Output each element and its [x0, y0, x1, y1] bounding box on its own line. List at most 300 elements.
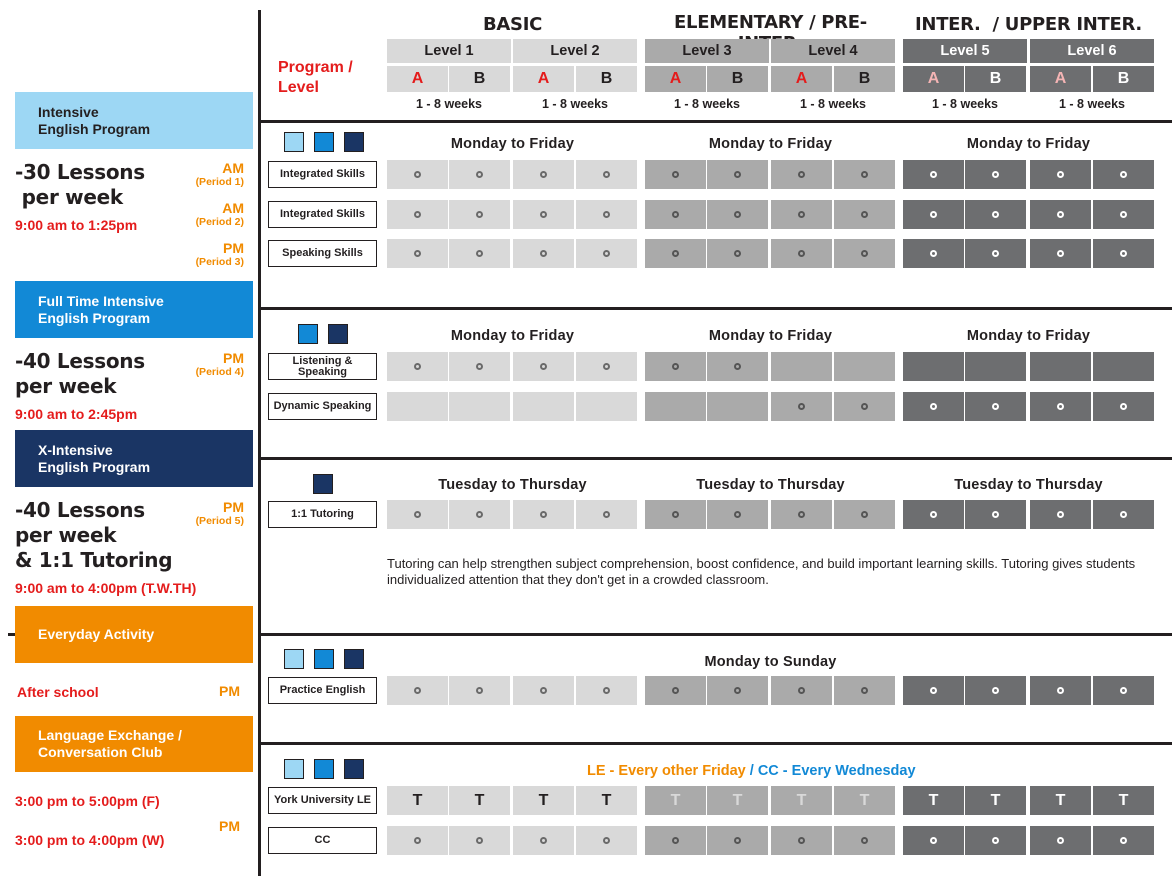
schedule-cell: [707, 392, 768, 421]
group-title-basic: BASIC: [482, 14, 543, 35]
schedule-cell: [576, 160, 637, 189]
tutoring-mark: T: [859, 791, 870, 809]
schedule-cell: [965, 826, 1026, 855]
program-level-line1: Program /: [278, 59, 353, 76]
schedule-cell: [834, 352, 895, 381]
availability-circle-icon: [476, 687, 483, 694]
schedule-cell: [449, 786, 510, 815]
schedule-cell: [576, 239, 637, 268]
schedule-cell: [645, 500, 706, 529]
program-square-dark: [344, 649, 364, 669]
schedule-cell: [1030, 200, 1091, 229]
schedule-cell: [1093, 239, 1154, 268]
level-4-weeks: 1 - 8 weeks: [799, 97, 866, 111]
intensive-lessons-line2: per week: [15, 185, 123, 209]
schedule-cell: [513, 239, 574, 268]
section-3-days-group-3: Tuesday to Thursday: [954, 477, 1103, 493]
availability-circle-icon: [414, 211, 421, 218]
availability-circle-icon: [672, 511, 679, 518]
schedule-cell: [1093, 200, 1154, 229]
schedule-cell: [1093, 160, 1154, 189]
everyday-title: Everyday Activity: [38, 626, 155, 642]
availability-circle-icon: [603, 837, 610, 844]
schedule-cell: [449, 826, 510, 855]
schedule-cell: [903, 200, 964, 229]
availability-circle-icon: [1120, 211, 1127, 218]
schedule-cell: [707, 160, 768, 189]
lecc-pm: PM: [219, 818, 240, 834]
schedule-cell: [513, 352, 574, 381]
group-title-intermediate: INTER. / UPPER INTER.: [915, 14, 1142, 35]
availability-circle-icon: [798, 403, 805, 410]
schedule-cell: [834, 239, 895, 268]
availability-circle-icon: [476, 250, 483, 257]
availability-circle-icon: [1120, 687, 1127, 694]
availability-circle-icon: [861, 837, 868, 844]
program-square-dark: [344, 759, 364, 779]
availability-circle-icon: [540, 211, 547, 218]
schedule-cell: [707, 239, 768, 268]
section-5-program-squares: [284, 759, 364, 779]
schedule-cell: [1030, 500, 1091, 529]
period-5-label: PM: [223, 499, 244, 515]
availability-circle-icon: [603, 211, 610, 218]
availability-circle-icon: [992, 403, 999, 410]
availability-circle-icon: [540, 250, 547, 257]
schedule-cell: [834, 200, 895, 229]
schedule-cell: [645, 239, 706, 268]
availability-circle-icon: [1120, 403, 1127, 410]
schedule-cell: [1030, 352, 1091, 381]
schedule-cell: [903, 352, 964, 381]
program-square-mid: [314, 132, 334, 152]
class-a-col-1: A: [387, 66, 448, 92]
xintensive-lessons: [15, 498, 172, 573]
schedule-cell: [965, 676, 1026, 705]
schedule-cell: [965, 500, 1026, 529]
schedule-cell: [965, 200, 1026, 229]
divider-section-1: [258, 307, 1172, 310]
class-b-col-6: B: [707, 66, 768, 92]
period-3: [196, 241, 244, 269]
schedule-cell: [576, 676, 637, 705]
intensive-title-line2: English Program: [38, 120, 151, 137]
main-vertical-divider: [258, 10, 261, 876]
availability-circle-icon: [540, 511, 547, 518]
availability-circle-icon: [603, 687, 610, 694]
availability-circle-icon: [861, 171, 868, 178]
availability-circle-icon: [603, 171, 610, 178]
class-a-col-11: A: [1030, 66, 1091, 92]
availability-circle-icon: [1120, 511, 1127, 518]
availability-circle-icon: [672, 211, 679, 218]
period-1: [196, 161, 244, 189]
schedule-cell: [513, 676, 574, 705]
schedule-cell: [449, 676, 510, 705]
schedule-cell: [1030, 392, 1091, 421]
program-square-mid: [314, 759, 334, 779]
schedule-cell: [1030, 239, 1091, 268]
availability-circle-icon: [540, 837, 547, 844]
period-2-label: AM: [222, 200, 244, 216]
schedule-cell: [645, 826, 706, 855]
schedule-cell: [771, 239, 832, 268]
language-exchange-box: [15, 716, 253, 772]
availability-circle-icon: [603, 511, 610, 518]
schedule-cell: [771, 786, 832, 815]
period-3-sub: (Period 3): [195, 256, 244, 268]
schedule-cell: [707, 676, 768, 705]
lecc-time-friday: 3:00 pm to 5:00pm (F): [15, 793, 160, 809]
level-6-weeks: 1 - 8 weeks: [1058, 97, 1125, 111]
availability-circle-icon: [414, 511, 421, 518]
schedule-cell: [834, 676, 895, 705]
le-schedule-text: LE - Every other Friday: [587, 763, 746, 779]
program-level-line2: Level: [278, 79, 319, 96]
availability-circle-icon: [930, 687, 937, 694]
schedule-cell: [903, 160, 964, 189]
fulltime-lessons: [15, 349, 145, 399]
divider-section-2: [258, 457, 1172, 460]
availability-circle-icon: [930, 837, 937, 844]
row-label-integrated-skills: Integrated Skills: [268, 201, 377, 228]
section-1-days-group-1: Monday to Friday: [450, 136, 575, 152]
fulltime-time: 9:00 am to 2:45pm: [15, 406, 138, 422]
availability-circle-icon: [1057, 837, 1064, 844]
schedule-cell: [965, 392, 1026, 421]
schedule-cell: [1030, 786, 1091, 815]
availability-circle-icon: [540, 687, 547, 694]
schedule-cell: [576, 200, 637, 229]
availability-circle-icon: [672, 687, 679, 694]
level-3-weeks: 1 - 8 weeks: [673, 97, 740, 111]
schedule-cell: [834, 392, 895, 421]
program-square-mid: [298, 324, 318, 344]
xintensive-lessons-line3: & 1:1 Tutoring: [15, 548, 173, 572]
schedule-cell: [903, 500, 964, 529]
section-3-days-group-2: Tuesday to Thursday: [696, 477, 845, 493]
tutoring-mark: T: [1118, 791, 1129, 809]
schedule-cell: [645, 352, 706, 381]
schedule-cell: [645, 200, 706, 229]
tutoring-mark: T: [732, 791, 743, 809]
level-3-header: Level 3: [645, 39, 769, 63]
period-1-label: AM: [222, 160, 244, 176]
everyday-activity-box: [15, 606, 253, 663]
schedule-cell: [513, 786, 574, 815]
schedule-cell: [387, 392, 448, 421]
row-label-york-university-le: York University LE: [268, 787, 377, 814]
after-school-label: After school: [17, 684, 99, 700]
level-1-weeks: 1 - 8 weeks: [415, 97, 482, 111]
intensive-lessons-line1: -30 Lessons: [15, 160, 145, 184]
schedule-cell: [449, 392, 510, 421]
lecc-title-line1: Language Exchange /: [38, 727, 182, 743]
program-square-mid: [314, 649, 334, 669]
row-label-practice-english: Practice English: [268, 677, 377, 704]
availability-circle-icon: [540, 171, 547, 178]
group-title-elementary: ELEMENTARY / PRE-: [674, 12, 867, 33]
schedule-cell: [707, 500, 768, 529]
schedule-cell: [965, 160, 1026, 189]
intensive-program-box: [15, 92, 253, 149]
section-1-days-group-2: Monday to Friday: [708, 136, 833, 152]
period-5: [196, 500, 244, 528]
section-1-program-squares: [284, 132, 364, 152]
availability-circle-icon: [1057, 403, 1064, 410]
schedule-cell: [707, 200, 768, 229]
row-label-listening-speaking: Listening & Speaking: [268, 353, 377, 380]
intensive-time: 9:00 am to 1:25pm: [15, 217, 138, 233]
schedule-cell: [903, 392, 964, 421]
row-label-cc: CC: [268, 827, 377, 854]
schedule-cell: [771, 826, 832, 855]
divider-section-4: [258, 742, 1172, 745]
schedule-cell: [771, 676, 832, 705]
schedule-cell: [449, 500, 510, 529]
schedule-cell: [387, 676, 448, 705]
level-2-weeks: 1 - 8 weeks: [541, 97, 608, 111]
section-2-days-group-1: Monday to Friday: [450, 328, 575, 344]
availability-circle-icon: [414, 687, 421, 694]
program-square-light: [284, 649, 304, 669]
availability-circle-icon: [798, 511, 805, 518]
schedule-cell: [576, 826, 637, 855]
schedule-cell: [771, 160, 832, 189]
availability-circle-icon: [992, 171, 999, 178]
schedule-cell: [449, 239, 510, 268]
schedule-cell: [1093, 826, 1154, 855]
availability-circle-icon: [476, 171, 483, 178]
schedule-cell: [513, 826, 574, 855]
class-b-col-4: B: [576, 66, 637, 92]
availability-circle-icon: [414, 363, 421, 370]
schedule-cell: [1030, 826, 1091, 855]
level-5-weeks: 1 - 8 weeks: [931, 97, 998, 111]
program-square-dark: [344, 132, 364, 152]
availability-circle-icon: [734, 171, 741, 178]
availability-circle-icon: [1120, 171, 1127, 178]
availability-circle-icon: [992, 511, 999, 518]
availability-circle-icon: [861, 403, 868, 410]
xintensive-program-box: [15, 430, 253, 487]
availability-circle-icon: [1057, 250, 1064, 257]
availability-circle-icon: [734, 687, 741, 694]
xintensive-lessons-line1: -40 Lessons: [15, 498, 145, 522]
availability-circle-icon: [1057, 687, 1064, 694]
availability-circle-icon: [672, 171, 679, 178]
schedule-cell: [834, 160, 895, 189]
tutoring-mark: T: [928, 791, 939, 809]
availability-circle-icon: [1057, 171, 1064, 178]
fulltime-title-line2: English Program: [38, 309, 151, 326]
tutoring-mark: T: [474, 791, 485, 809]
availability-circle-icon: [1057, 211, 1064, 218]
schedule-cell: [834, 500, 895, 529]
schedule-cell: [1093, 786, 1154, 815]
availability-circle-icon: [930, 171, 937, 178]
schedule-cell: [449, 160, 510, 189]
availability-circle-icon: [734, 837, 741, 844]
class-a-col-9: A: [903, 66, 964, 92]
section-1-days-group-3: Monday to Friday: [966, 136, 1091, 152]
schedule-cell: [449, 200, 510, 229]
program-square-light: [284, 132, 304, 152]
program-square-dark: [328, 324, 348, 344]
schedule-cell: [387, 500, 448, 529]
section-3-days-group-1: Tuesday to Thursday: [438, 477, 587, 493]
period-3-label: PM: [223, 240, 244, 256]
section-3-program-squares: [313, 474, 333, 494]
le-cc-schedule: [587, 763, 916, 779]
availability-circle-icon: [992, 211, 999, 218]
class-a-col-5: A: [645, 66, 706, 92]
schedule-cell: [387, 352, 448, 381]
level-1-header: Level 1: [387, 39, 511, 63]
schedule-cell: [707, 352, 768, 381]
schedule-cell: [576, 500, 637, 529]
period-4-sub: (Period 4): [195, 366, 244, 378]
tutoring-mark: T: [796, 791, 807, 809]
period-4: [196, 351, 244, 379]
row-label-1-1-tutoring: 1:1 Tutoring: [268, 501, 377, 528]
availability-circle-icon: [672, 363, 679, 370]
availability-circle-icon: [414, 250, 421, 257]
availability-circle-icon: [798, 171, 805, 178]
availability-circle-icon: [734, 211, 741, 218]
intensive-title-line1: Intensive: [38, 103, 99, 120]
availability-circle-icon: [798, 687, 805, 694]
fulltime-title-line1: Full Time Intensive: [38, 292, 164, 309]
availability-circle-icon: [930, 511, 937, 518]
availability-circle-icon: [476, 837, 483, 844]
schedule-cell: [387, 786, 448, 815]
schedule-cell: [449, 352, 510, 381]
availability-circle-icon: [414, 837, 421, 844]
schedule-cell: [387, 239, 448, 268]
availability-circle-icon: [798, 211, 805, 218]
fulltime-lessons-line2: per week: [15, 374, 117, 398]
tutoring-mark: T: [538, 791, 549, 809]
schedule-cell: [771, 500, 832, 529]
schedule-cell: [834, 826, 895, 855]
lecc-title-line2: Conversation Club: [38, 744, 163, 760]
xintensive-title-line1: X-Intensive: [38, 441, 113, 458]
class-b-col-12: B: [1093, 66, 1154, 92]
schedule-cell: [965, 786, 1026, 815]
availability-circle-icon: [1057, 511, 1064, 518]
availability-circle-icon: [992, 837, 999, 844]
row-label-speaking-skills: Speaking Skills: [268, 240, 377, 267]
lecc-time-wednesday: 3:00 pm to 4:00pm (W): [15, 832, 165, 848]
tutoring-mark: T: [412, 791, 423, 809]
availability-circle-icon: [861, 211, 868, 218]
schedule-cell: [1093, 500, 1154, 529]
class-b-col-10: B: [965, 66, 1026, 92]
availability-circle-icon: [414, 171, 421, 178]
schedule-cell: [645, 676, 706, 705]
row-label-integrated-skills: Integrated Skills: [268, 161, 377, 188]
schedule-cell: [576, 786, 637, 815]
schedule-cell: [1030, 676, 1091, 705]
divider-section-3: [258, 633, 1172, 636]
schedule-cell: [1093, 352, 1154, 381]
class-b-col-2: B: [449, 66, 510, 92]
availability-circle-icon: [476, 211, 483, 218]
schedule-cell: [771, 392, 832, 421]
section-4-program-squares: [284, 649, 364, 669]
availability-circle-icon: [476, 363, 483, 370]
schedule-cell: [903, 826, 964, 855]
schedule-cell: [513, 160, 574, 189]
xintensive-time: 9:00 am to 4:00pm (T.W.TH): [15, 580, 197, 596]
program-square-dark: [313, 474, 333, 494]
schedule-cell: [1030, 160, 1091, 189]
fulltime-lessons-line1: -40 Lessons: [15, 349, 145, 373]
schedule-cell: [576, 392, 637, 421]
period-2: [196, 201, 244, 229]
availability-circle-icon: [992, 250, 999, 257]
after-school-pm: PM: [219, 683, 240, 699]
schedule-cell: [707, 786, 768, 815]
period-4-label: PM: [223, 350, 244, 366]
section-4-days-all: Monday to Sunday: [704, 654, 837, 670]
period-1-sub: (Period 1): [195, 176, 244, 188]
schedule-cell: [771, 200, 832, 229]
schedule-cell: [513, 500, 574, 529]
schedule-cell: [965, 352, 1026, 381]
intensive-lessons: [15, 160, 145, 210]
tutoring-mark: T: [601, 791, 612, 809]
schedule-cell: [645, 160, 706, 189]
schedule-cell: [903, 786, 964, 815]
xintensive-lessons-line2: per week: [15, 523, 117, 547]
availability-circle-icon: [930, 250, 937, 257]
class-a-col-7: A: [771, 66, 832, 92]
schedule-cell: [513, 200, 574, 229]
schedule-cell: [707, 826, 768, 855]
availability-circle-icon: [861, 250, 868, 257]
fulltime-program-box: [15, 281, 253, 338]
cc-schedule-text: / CC - Every Wednesday: [745, 763, 916, 779]
schedule-cell: [513, 392, 574, 421]
availability-circle-icon: [476, 511, 483, 518]
availability-circle-icon: [1120, 250, 1127, 257]
level-2-header: Level 2: [513, 39, 637, 63]
availability-circle-icon: [734, 363, 741, 370]
schedule-cell: [576, 352, 637, 381]
availability-circle-icon: [734, 250, 741, 257]
schedule-cell: [645, 392, 706, 421]
schedule-cell: [387, 826, 448, 855]
availability-circle-icon: [1120, 837, 1127, 844]
availability-circle-icon: [672, 837, 679, 844]
availability-circle-icon: [734, 511, 741, 518]
schedule-cell: [771, 352, 832, 381]
tutoring-note: Tutoring can help strengthen subject comprehension, boost confidence, and build important learning skills. Tutoring gives students individualized attention that they don't get in a crowded classroom.: [387, 556, 1136, 587]
availability-circle-icon: [603, 250, 610, 257]
schedule-cell: [965, 239, 1026, 268]
section-2-program-squares: [298, 324, 348, 344]
tutoring-mark: T: [1055, 791, 1066, 809]
tutoring-mark: T: [670, 791, 681, 809]
availability-circle-icon: [798, 250, 805, 257]
availability-circle-icon: [930, 211, 937, 218]
availability-circle-icon: [672, 250, 679, 257]
level-4-header: Level 4: [771, 39, 895, 63]
schedule-cell: [387, 200, 448, 229]
class-b-col-8: B: [834, 66, 895, 92]
